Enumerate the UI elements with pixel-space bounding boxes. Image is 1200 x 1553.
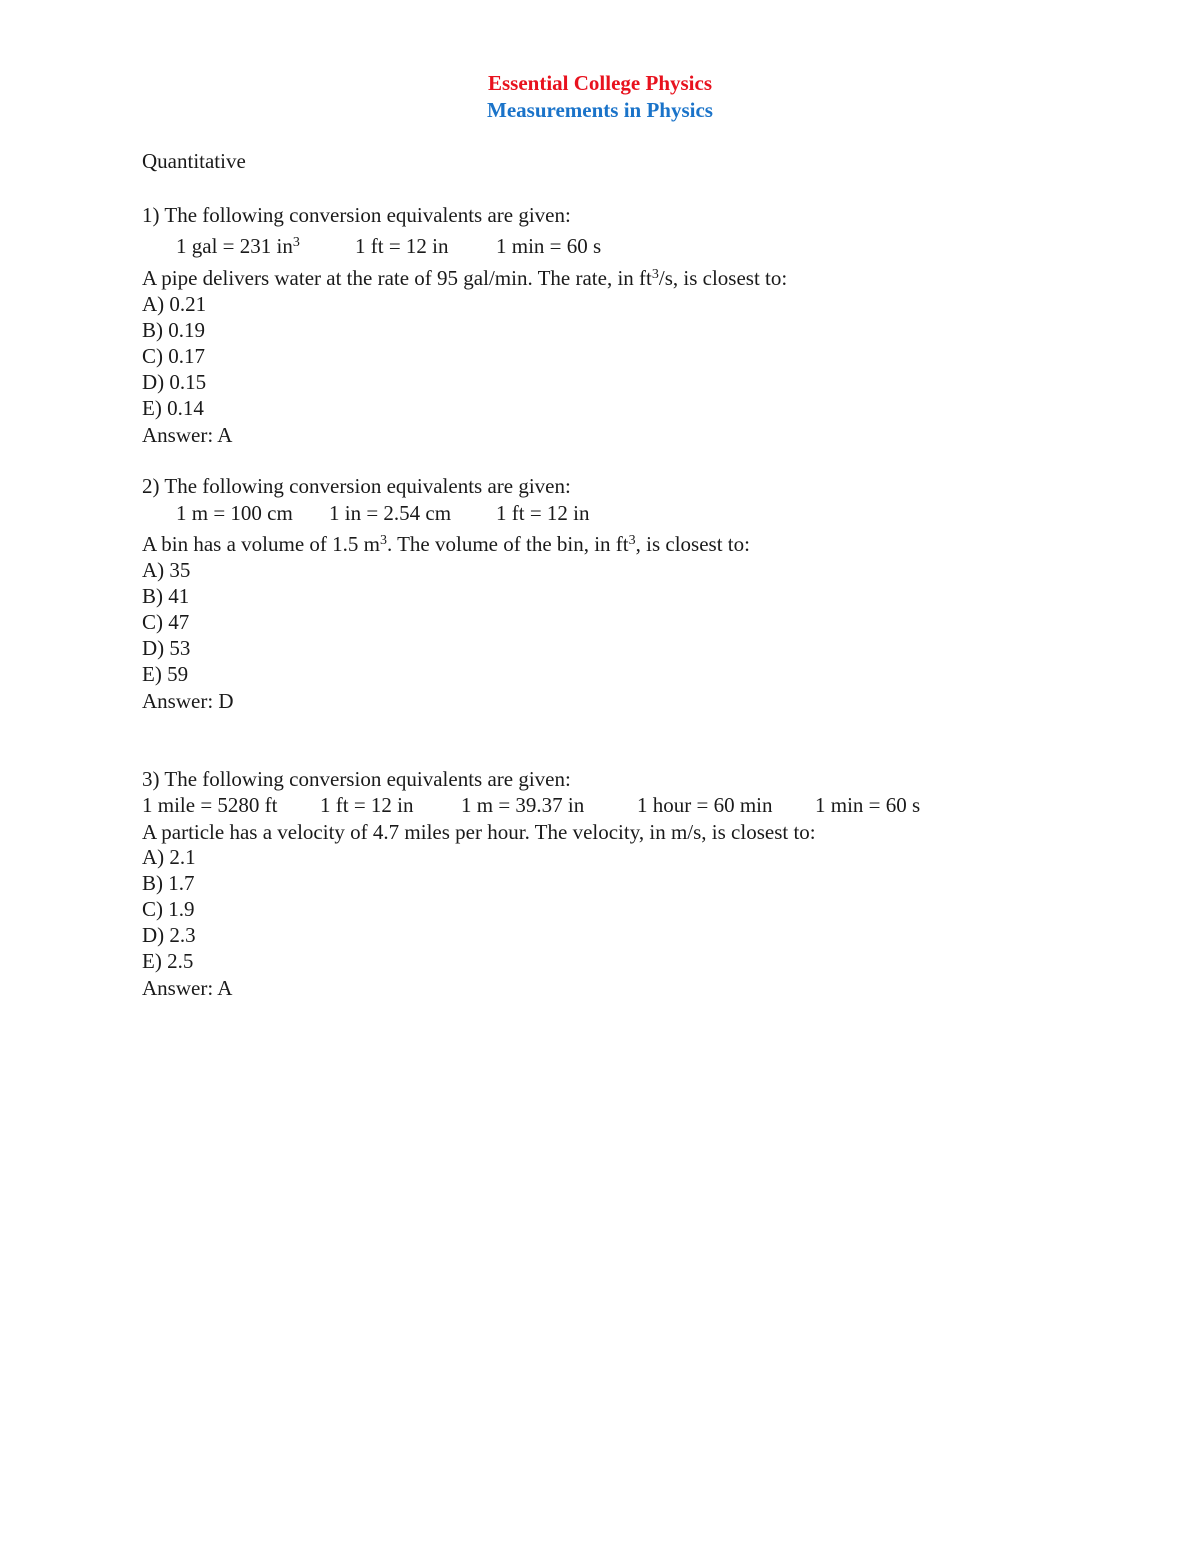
question-3-stem: A particle has a velocity of 4.7 miles per hour. The velocity, in m/s, is closest to:: [142, 820, 816, 844]
q1-option: E) 0.14: [142, 396, 204, 420]
q3-option: D) 2.3: [142, 923, 196, 947]
question-2-answer: Answer: D: [142, 689, 234, 713]
q3-equivalent: 1 m = 39.37 in: [461, 793, 585, 817]
document-subtitle: Measurements in Physics: [487, 98, 713, 122]
question-3-intro: 3) The following conversion equivalents are given:: [142, 767, 571, 791]
q1-equivalent: 1 gal = 231 $in^3$: [176, 234, 300, 258]
q2-option: B) 41: [142, 584, 190, 608]
q3-equivalent: 1 min = 60 s: [815, 793, 921, 817]
q3-option: A) 2.1: [142, 845, 196, 869]
q1-option: C) 0.17: [142, 344, 205, 368]
q2-equivalent: 1 ft = 12 in: [496, 501, 590, 525]
q2-option: E) 59: [142, 662, 189, 686]
q2-option: A) 35: [142, 558, 191, 582]
section-label: Quantitative: [142, 149, 246, 173]
question-1-answer: Answer: A: [142, 423, 233, 447]
q2-option: D) 53: [142, 636, 191, 660]
q3-equivalent: 1 ft = 12 in: [320, 793, 414, 817]
q3-equivalent: 1 mile = 5280 ft: [142, 793, 278, 817]
question-2-intro: 2) The following conversion equivalents are given:: [142, 474, 571, 498]
q1-option: A) 0.21: [142, 292, 207, 316]
question-1-intro: 1) The following conversion equivalents are given:: [142, 203, 571, 227]
question-3-answer: Answer: A: [142, 976, 233, 1000]
q2-option: C) 47: [142, 610, 190, 634]
q2-equivalent: 1 in = 2.54 cm: [329, 501, 452, 525]
q2-equivalent: 1 m = 100 cm: [176, 501, 293, 525]
question-1-stem: A pipe delivers water at the rate of 95 gal/min. The rate, in $ft^3/s$, is closest to:: [142, 266, 788, 290]
document-title: Essential College Physics: [488, 71, 712, 95]
q1-equivalent: 1 min = 60 s: [496, 234, 602, 258]
q1-option: D) 0.15: [142, 370, 207, 394]
q3-equivalent: 1 hour = 60 min: [637, 793, 773, 817]
q3-option: E) 2.5: [142, 949, 194, 973]
q3-option: B) 1.7: [142, 871, 195, 895]
q1-option: B) 0.19: [142, 318, 205, 342]
q3-option: C) 1.9: [142, 897, 195, 921]
q1-equivalent: 1 ft = 12 in: [355, 234, 449, 258]
question-2-stem: A bin has a volume of 1.5 $m^3$. The volume of the bin, in $ft^3$, is closest to:: [142, 532, 750, 556]
